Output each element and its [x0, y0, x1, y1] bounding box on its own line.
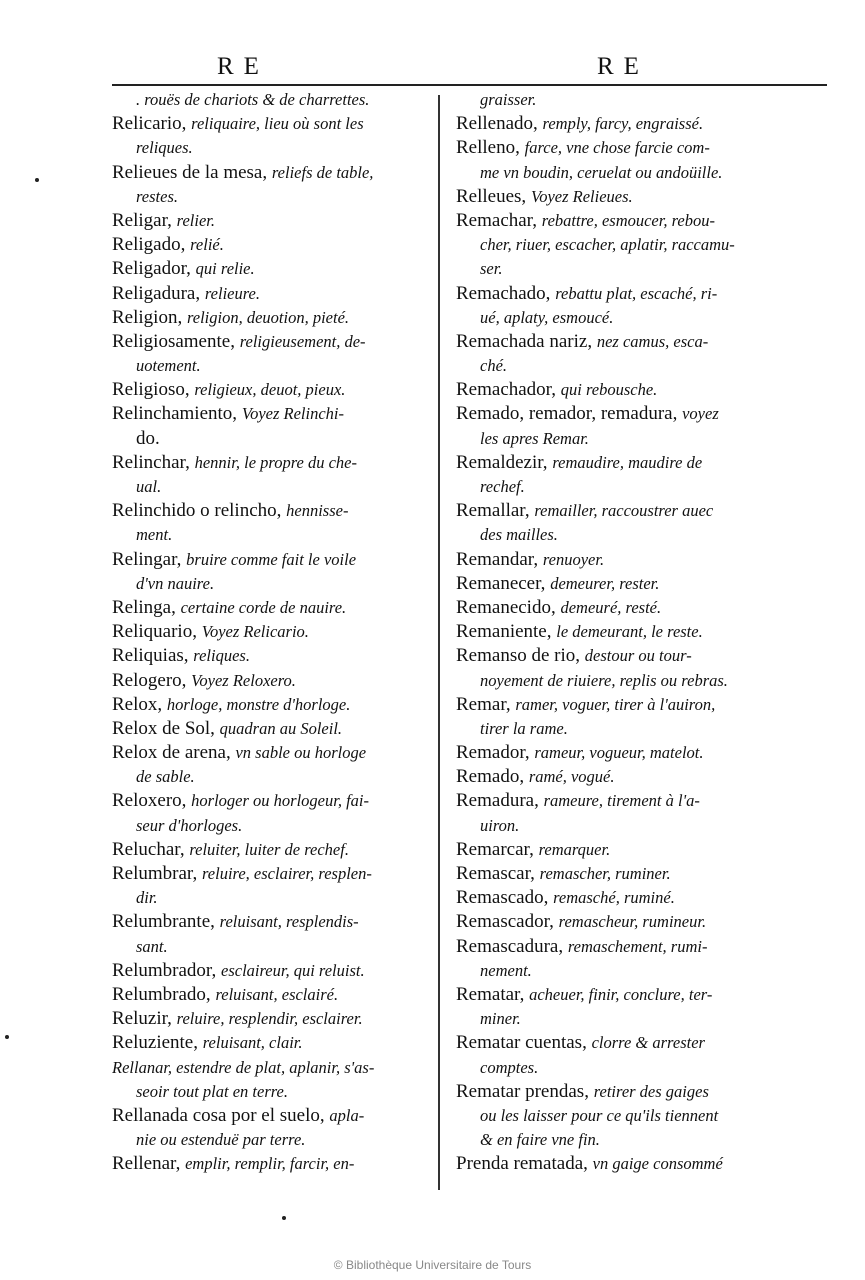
headword: Relox de arena, [112, 742, 236, 764]
headword: Remachado, [456, 282, 556, 304]
definition: reluire, resplendir, esclairer. [176, 1009, 363, 1029]
entry-line [456, 862, 822, 886]
headword: Relogero, [112, 669, 192, 691]
headword: Relinchamiento, [112, 403, 242, 425]
entry-line [112, 548, 428, 572]
definition: reliefs de table, [271, 162, 374, 182]
headword: Remado, remador, remadura, [456, 403, 683, 425]
headword: Remaldezir, [456, 451, 553, 473]
headword: Reluziente, [112, 1032, 203, 1054]
entry-line [112, 1056, 428, 1080]
entry-line [112, 112, 428, 136]
definition: acheuer, finir, conclure, ter- [529, 984, 713, 1004]
definition: reliquaire, lieu où sont les [191, 114, 364, 134]
definition: reluisant, resplendis- [219, 912, 359, 932]
definition: cher, riuer, escacher, aplatir, raccamu- [480, 235, 735, 255]
ink-speck [5, 1035, 9, 1039]
entry-line [112, 620, 428, 644]
definition: ual. [136, 477, 162, 496]
definition: retirer des gaiges [593, 1081, 709, 1101]
entry-line [456, 378, 822, 402]
headword: Relinchar, [112, 451, 195, 473]
entry-line [456, 88, 822, 112]
entry-line [456, 402, 822, 426]
definition: voyez [682, 404, 719, 424]
entry-line [112, 572, 428, 596]
definition: & en faire vne fin. [480, 1130, 600, 1150]
entry-line [112, 451, 428, 475]
definition: apla- [329, 1105, 365, 1125]
entry-line [112, 789, 428, 813]
headword: Religioso, [112, 379, 195, 401]
headword: Relleno, [456, 137, 525, 159]
headword: Remador, [456, 742, 535, 764]
right-column [456, 88, 822, 1176]
entry-line [112, 644, 428, 668]
column-divider [438, 95, 440, 1190]
entry-line [456, 596, 822, 620]
entry-line [112, 1104, 428, 1128]
definition: rebattu plat, escaché, ri- [555, 283, 718, 303]
headword: do. [136, 427, 160, 449]
headword: Remascador, [456, 911, 559, 933]
definition: rechef. [480, 477, 525, 496]
entry-line [456, 475, 822, 499]
headword: Relox, [112, 693, 167, 715]
headword: Reliquias, [112, 645, 194, 667]
entry-line [456, 789, 822, 813]
entry-line [112, 983, 428, 1007]
definition: religion, deuotion, pieté. [186, 307, 350, 327]
definition: relié. [190, 235, 224, 255]
definition: ué, aplaty, esmoucé. [480, 307, 614, 327]
definition: hennisse- [286, 501, 349, 521]
definition: sant. [136, 936, 168, 956]
headword: Remanso de rio, [456, 645, 585, 667]
headword: Remarcar, [456, 838, 539, 860]
definition: tirer la rame. [480, 718, 568, 738]
entry-line [456, 451, 822, 475]
headword: Remachar, [456, 209, 542, 231]
headword: Remaniente, [456, 621, 557, 643]
headword: Remadura, [456, 790, 544, 812]
entry-line [112, 354, 428, 378]
headword: Rematar cuentas, [456, 1032, 592, 1054]
footer-credit: © Bibliothèque Universitaire de Tours [333, 1258, 532, 1272]
entry-line [456, 644, 822, 668]
headword: Rematar, [456, 983, 530, 1005]
entry-line [456, 1152, 822, 1176]
definition: rameure, tirement à l'a- [543, 791, 700, 811]
definition: d'vn nauire. [136, 573, 215, 593]
definition: ramé, vogué. [528, 767, 615, 787]
entry-line [112, 765, 428, 789]
entry-line [112, 862, 428, 886]
definition: emplir, remplir, farcir, en- [185, 1154, 355, 1174]
entry-line [456, 233, 822, 257]
definition: comptes. [480, 1057, 539, 1077]
entry-line [456, 330, 822, 354]
definition: reluiter, luiter de rechef. [189, 839, 349, 859]
definition: seoir tout plat en terre. [136, 1081, 288, 1101]
entry-line [456, 161, 822, 185]
definition: quadran au Soleil. [219, 718, 343, 738]
definition: graisser. [480, 90, 537, 109]
definition: remaschement, rumi- [567, 936, 708, 956]
entry-line [456, 935, 822, 959]
definition: remaudire, maudire de [552, 452, 703, 472]
headword: Rellenado, [456, 113, 543, 135]
entry-line [456, 693, 822, 717]
entry-line [112, 717, 428, 741]
definition: farce, vne chose farcie com- [524, 138, 710, 158]
definition: ché. [480, 356, 508, 376]
definition: reluisant, esclairé. [215, 984, 339, 1004]
entry-line [112, 88, 428, 112]
definition: qui relie. [195, 259, 255, 279]
entry-line [112, 499, 428, 523]
entry-line [112, 233, 428, 257]
definition: Voyez Relicario. [201, 622, 309, 642]
entry-line [112, 814, 428, 838]
entry-line [112, 886, 428, 910]
definition: ment. [136, 525, 173, 545]
headword: Remascadura, [456, 935, 568, 957]
entry-line [112, 596, 428, 620]
entry-line [112, 209, 428, 233]
entry-line [456, 136, 822, 160]
definition: nement. [480, 960, 532, 980]
headword: Relumbrador, [112, 959, 221, 981]
definition: nez camus, esca- [596, 331, 709, 351]
entry-line [112, 282, 428, 306]
entry-line [456, 548, 822, 572]
entry-line [112, 427, 428, 451]
headword: Reloxero, [112, 790, 192, 812]
entry-line [456, 1104, 822, 1128]
definition: horloger ou horlogeur, fai- [191, 791, 369, 811]
definition: remascheur, rumineur. [558, 912, 707, 932]
definition: vn sable ou horloge [235, 743, 367, 763]
definition: Voyez Relinchi- [241, 404, 344, 424]
entry-line [456, 1007, 822, 1031]
entry-line [456, 620, 822, 644]
definition: destour ou tour- [584, 646, 692, 666]
entry-line [456, 1031, 822, 1055]
headword: Relinchido o relincho, [112, 500, 287, 522]
entry-line [456, 354, 822, 378]
definition: uiron. [480, 815, 520, 835]
definition: horloge, monstre d'horloge. [166, 694, 351, 714]
entry-line [112, 1080, 428, 1104]
entry-line [456, 1128, 822, 1152]
definition: remasché, ruminé. [553, 888, 675, 908]
definition: demeurer, rester. [550, 573, 660, 593]
definition: ou les laisser pour ce qu'ils tiennent [480, 1105, 719, 1125]
definition: remascher, ruminer. [539, 864, 671, 883]
entry-line [456, 306, 822, 330]
headword: Remachador, [456, 379, 561, 401]
entry-line [456, 983, 822, 1007]
definition: le demeurant, le reste. [556, 622, 703, 642]
definition: . rouës de chariots & de charrettes. [136, 90, 370, 109]
ink-speck [35, 178, 39, 182]
definition: renuoyer. [542, 549, 605, 569]
headword: Reluchar, [112, 838, 190, 860]
definition: ser. [480, 259, 503, 279]
entry-line [112, 306, 428, 330]
entry-line [112, 959, 428, 983]
entry-line [112, 693, 428, 717]
headword: Remanecido, [456, 596, 561, 618]
headword: Religar, [112, 209, 177, 231]
entry-line [456, 209, 822, 233]
entry-line [112, 935, 428, 959]
headword: Remascar, [456, 863, 540, 884]
entry-line [456, 523, 822, 547]
headword: Remado, [456, 766, 529, 788]
headword: Relinga, [112, 596, 181, 618]
entry-line [456, 185, 822, 209]
headword: Rematar prendas, [456, 1080, 594, 1102]
entry-line [112, 1031, 428, 1055]
entry-line [456, 112, 822, 136]
definition: relieure. [204, 283, 260, 303]
entry-line [456, 257, 822, 281]
headword: Relingar, [112, 548, 187, 570]
header-rule [112, 84, 827, 86]
headword: Remachada nariz, [456, 330, 597, 352]
entry-line [112, 1007, 428, 1031]
headword: Relicario, [112, 113, 192, 135]
definition: bruire comme fait le voile [186, 549, 357, 569]
definition: remply, farcy, engraissé. [542, 114, 704, 134]
definition: noyement de riuiere, replis ou rebras. [480, 670, 728, 690]
definition: demeuré, resté. [560, 597, 662, 617]
entry-line [112, 330, 428, 354]
definition: clorre & arrester [591, 1033, 705, 1053]
entry-line [456, 838, 822, 862]
entry-line [456, 765, 822, 789]
headword: Reluzir, [112, 1008, 177, 1030]
entry-line [112, 136, 428, 160]
entry-line [112, 1128, 428, 1152]
definition: religieusement, de- [239, 331, 366, 351]
definition: seur d'horloges. [136, 815, 243, 835]
definition: dir. [136, 888, 158, 908]
headword: Remascado, [456, 887, 554, 909]
entry-line [456, 1056, 822, 1080]
definition: Voyez Relieues. [530, 186, 633, 206]
headword: Religado, [112, 234, 191, 256]
left-column [112, 88, 428, 1176]
entry-line [112, 669, 428, 693]
definition: remailler, raccoustrer auec [534, 501, 714, 521]
entry-line [456, 910, 822, 934]
headword: Remandar, [456, 548, 543, 570]
definition: uotement. [136, 356, 201, 376]
definition: rebattre, esmoucer, rebou- [541, 210, 715, 230]
definition: vn gaige consommé [592, 1154, 723, 1174]
headword: Prenda rematada, [456, 1153, 593, 1175]
definition: reliques. [193, 646, 250, 666]
headword: Remanecer, [456, 572, 551, 594]
definition: me vn boudin, ceruelat ou andoüille. [480, 162, 723, 182]
definition: ramer, voguer, tirer à l'auiron, [515, 694, 716, 714]
headword: Relieues de la mesa, [112, 161, 272, 183]
entry-line [456, 814, 822, 838]
headword: Remallar, [456, 500, 535, 522]
entry-line [112, 741, 428, 765]
entry-line [112, 838, 428, 862]
definition: les apres Remar. [480, 428, 589, 448]
definition: relier. [176, 210, 216, 230]
definition: esclaireur, qui reluist. [221, 960, 365, 980]
definition: des mailles. [480, 525, 558, 545]
entry-line [112, 257, 428, 281]
headword: Relox de Sol, [112, 717, 220, 739]
headword: Religiosamente, [112, 330, 240, 352]
entry-line [456, 959, 822, 983]
headword: Relumbrado, [112, 983, 216, 1005]
entry-line [112, 402, 428, 426]
entry-line [112, 378, 428, 402]
headword: Religador, [112, 258, 196, 280]
entry-line [112, 185, 428, 209]
running-head [112, 50, 827, 84]
entry-text: Rellanar, estendre de plat, aplanir, s'as- [112, 1057, 375, 1077]
headword: Rellanada cosa por el suelo, [112, 1104, 330, 1126]
entry-line [456, 1080, 822, 1104]
definition: Voyez Reloxero. [191, 670, 296, 690]
definition: reliques. [136, 138, 193, 158]
definition: reluisant, clair. [202, 1033, 303, 1053]
ink-speck [282, 1216, 286, 1220]
headword: Religion, [112, 306, 187, 328]
entry-line [456, 741, 822, 765]
entry-line [112, 475, 428, 499]
entry-line [112, 1152, 428, 1176]
entry-line [456, 669, 822, 693]
headword: Relumbrante, [112, 911, 220, 933]
definition: religieux, deuot, pieux. [194, 380, 346, 400]
definition: nie ou estenduë par terre. [136, 1130, 306, 1150]
headword: Rellenar, [112, 1153, 186, 1175]
entry-line [456, 499, 822, 523]
definition: rameur, vogueur, matelot. [534, 743, 704, 763]
headword: Reliquario, [112, 621, 202, 643]
headword: Remar, [456, 693, 516, 715]
definition: remarquer. [538, 839, 611, 859]
headword: Relleues, [456, 185, 531, 207]
entry-line [456, 427, 822, 451]
entry-line [456, 886, 822, 910]
entry-line [456, 282, 822, 306]
headword: Religadura, [112, 282, 205, 304]
definition: qui rebousche. [560, 380, 658, 400]
definition: de sable. [136, 767, 195, 787]
definition: hennir, le propre du che- [194, 452, 357, 472]
headword: Relumbrar, [112, 863, 202, 884]
running-head-left: RE [217, 53, 269, 80]
definition: certaine corde de nauire. [180, 597, 347, 617]
entry-line [112, 523, 428, 547]
entry-line [456, 572, 822, 596]
entry-line [112, 161, 428, 185]
definition: miner. [480, 1009, 521, 1029]
entry-line [112, 910, 428, 934]
definition: restes. [136, 186, 179, 206]
definition: reluire, esclairer, resplen- [202, 864, 372, 883]
running-head-right: RE [597, 53, 649, 80]
entry-line [456, 717, 822, 741]
